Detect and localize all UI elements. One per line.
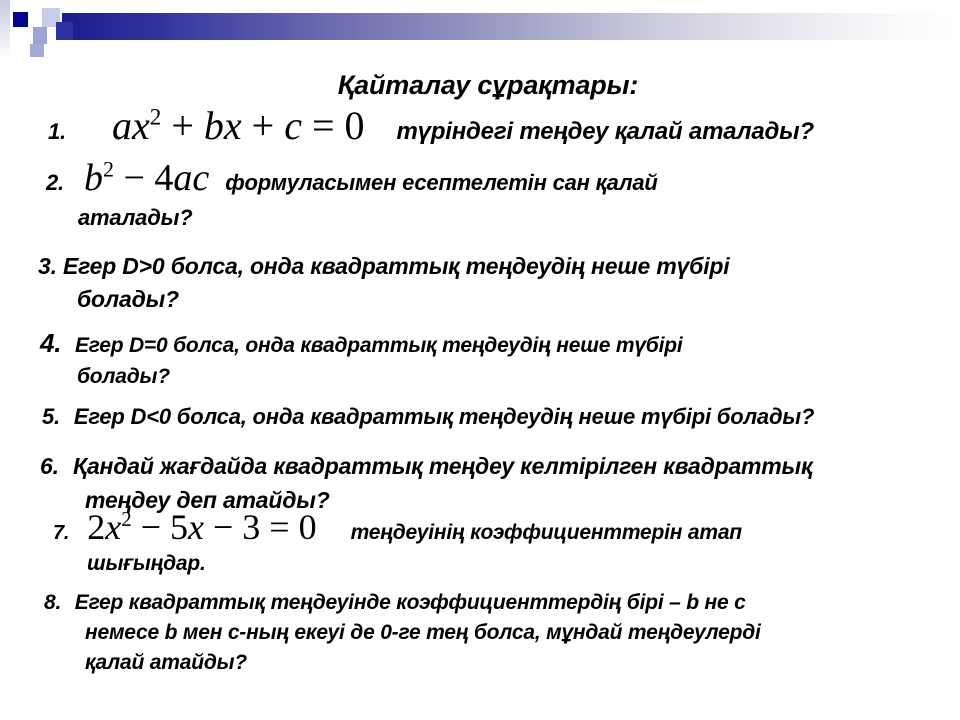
question-2-formula: $b^2 - 4ac$ (83, 156, 210, 199)
question-1-text: түріндегі теңдеу қалай аталады? (396, 118, 814, 145)
question-4-text-line1: Егер D=0 болса, онда квадраттық теңдеудің неше түбірі (74, 334, 683, 357)
question-6-text-line1: Қандай жағдайда квадраттық теңдеу келтірілген квадраттық (73, 453, 813, 479)
question-7 (53, 506, 742, 576)
deco-square-mid (33, 27, 47, 44)
question-3 (38, 250, 729, 316)
question-2-number: 2. (46, 170, 64, 195)
question-2-text-line2: аталады? (78, 205, 193, 230)
question-6-text-line2: теңдеу деп атайды? (85, 487, 330, 513)
question-5-number: 5. (42, 404, 60, 429)
question-1-number: 1. (48, 119, 66, 144)
question-7-number: 7. (53, 522, 70, 544)
question-7-text: теңдеуінің коэффициенттерін атап (350, 521, 742, 544)
question-5-text: Егер D<0 болса, онда квадраттық теңдеудің неше түбірі болады? (73, 404, 815, 429)
slide-title: Қайталау сұрақтары: (337, 70, 639, 100)
question-3-number: 3. (38, 253, 57, 279)
question-8 (44, 588, 761, 678)
question-8-text-line2: немесе b мен с-ның екеуі де 0-ге тең болса, мұндай теңдеулерді (85, 621, 761, 644)
question-5 (42, 404, 814, 430)
question-3-text-line2: болады? (77, 286, 179, 312)
left-edge-gradient-strip (0, 0, 10, 58)
question-3-text-line1: Егер D>0 болса, онда квадраттық теңдеудің неше түбірі (63, 253, 730, 279)
question-1-formula: $ax^2$ + bx + c = 0 (111, 103, 365, 148)
question-1 (48, 102, 814, 149)
question-4-number: 4. (40, 328, 62, 358)
question-2 (46, 156, 658, 231)
question-7-formula: $2x^2 - 5x - 3 = 0$ (87, 507, 317, 547)
deco-square-small (30, 44, 44, 57)
deco-square-accent (56, 22, 73, 40)
question-8-text-line1: Егер квадраттық теңдеуінде коэффициенттердің бірі – b не с (74, 591, 746, 614)
deco-square-dark (13, 12, 28, 27)
question-7-text-line2: шығыңдар. (87, 552, 206, 575)
question-8-text-line3: қалай атайды? (85, 651, 247, 674)
question-4-text-line2: болады? (77, 365, 170, 388)
header-gradient-bar (62, 13, 960, 40)
question-6-number: 6. (40, 453, 59, 479)
question-2-text: формуласымен есептелетін сан қалай (225, 170, 658, 195)
question-4 (40, 328, 683, 392)
question-8-number: 8. (44, 591, 62, 614)
